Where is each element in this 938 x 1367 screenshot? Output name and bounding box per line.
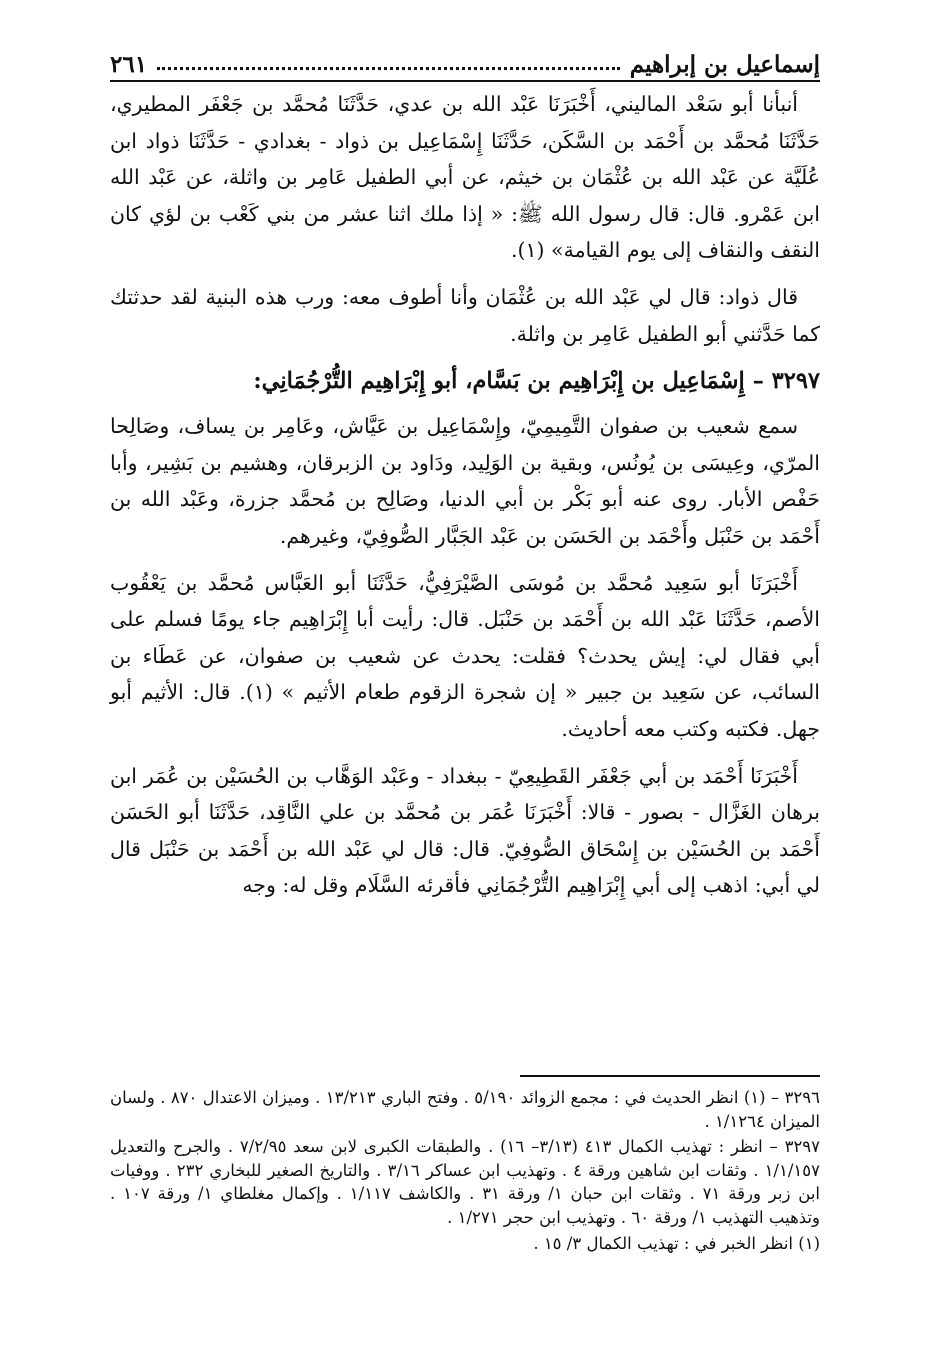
paragraph-teachers-students: سمع شعيب بن صفوان التَّمِيمِيّ، وإِسْمَاعِيل بن عَيَّاش، وعَامِر بن يساف، وصَالِحا المرّي، وعِيسَى بن يُونُس، وبقية بن الوَلِيد، ودَاود بن الزبرقان، وهشيم بن بَشِير، وأبا حَفْص الأبار. روى عنه أبو بَكْر بن أبي الدنيا، وصَالِح بن مُحمَّد جزرة، وعَبْد الله بن أَحْمَد بن حَنْبَل وأَحْمَد بن الحَسَن بن عَبْد الجَبَّار الصُّوفِيّ، وغيرهم. [110,414,820,548]
footnote-1: (١) انظر الخبر في : تهذيب الكمال ٣/ ١٥ . [533,1233,820,1253]
entry-heading: ٣٢٩٧ – إِسْمَاعِيل بن إِبْرَاهِيم بن بَسَّام، أبو إِبْرَاهِيم التُّرْجُمَانِي: [253,368,820,395]
footnotes [110,1086,820,1257]
footnote-3297: ٣٢٩٧ – انظر : تهذيب الكمال ٤١٣ (٣/١٣– ١٦) . والطبقات الكبرى لابن سعد ٧/٢/٩٥ . والجرح والتعديل ١/١/١٥٧ . وثقات ابن شاهين ورقة ٤ . وتهذيب ابن عساكر ٣/١٦ . والتاريخ الصغير للبخاري ٢٣٢ . ووفيات ابن زبر ورقة ٧١ . وثقات ابن حبان ١/ ورقة ٣١ . والكاشف ١/١١٧ . وإكمال مغلطاي ١/ ورقة ١٠٧ . وتذهيب التهذيب ١/ ورقة ٦٠ . وتهذيب ابن حجر ١/٢٧١ . [110,1137,821,1227]
header-dot-leader [157,67,620,70]
header-title: إسماعيل بن إبراهيم [629,51,820,78]
footnote-separator [520,1075,820,1077]
footnote-3296: ٣٢٩٦ – (١) انظر الحديث في : مجمع الزوائد ٥/١٩٠ . وفتح الباري ١٣/٢١٣ . وميزان الاعتدال ٨٧٠ . ولسان الميزان ١/١٢٦٤ . [110,1088,820,1131]
paragraph-isnad-3: أَخْبَرَنَا أَحْمَد بن أبي جَعْفَر القَطِيعِيّ - ببغداد - وعَبْد الوَهَّاب بن الحُسَيْن بن عُمَر ابن برهان الغَزَّال - بصور - قالا: أَخْبَرَنَا عُمَر بن مُحمَّد بن علي النَّاقِد، حَدَّثَنَا أبو الحَسَن أَحْمَد بن الحُسَيْن بن إِسْحَاق الصُّوفِيّ. قال: قال لي عَبْد الله بن أَحْمَد بن حَنْبَل قال لي أبي: اذهب إلى أبي إِبْرَاهِيم التُّرْجُمَانِي فأقرئه السَّلَام وقل له: وجه [110,763,820,898]
running-header [110,38,820,82]
page-number: ٢٦١ [110,51,148,78]
paragraph-isnad-1: أنبأنا أبو سَعْد الماليني، أَخْبَرَنَا عَبْد الله بن عدي، حَدَّثَنَا مُحمَّد بن جَعْفَر المطيري، حَدَّثَنَا مُحمَّد بن أَحْمَد بن السَّكَن، حَدَّثَنَا إِسْمَاعِيل بن ذواد - بغدادي - حَدَّثَنَا ذواد ابن عُلَيَّة عن عَبْد الله بن عُثْمَان بن خيثم، عن أبي الطفيل عَامِر بن واثلة، عن عَبْد الله ابن عَمْرو. قال: قال رسول الله ﷺ: « إذا ملك اثنا عشر من بني كَعْب بن لؤي كان النقف والنقاف إلى يوم القيامة» (١). [110,92,820,263]
paragraph-isnad-2: أَخْبَرَنَا أبو سَعِيد مُحمَّد بن مُوسَى الصَّيْرَفِيُّ، حَدَّثَنَا أبو العَبَّاس مُحمَّد بن يَعْقُوب الأصم، حَدَّثَنَا عَبْد الله بن أَحْمَد بن حَنْبَل. قال: رأيت أبا إِبْرَاهِيم جاء يومًا فسلم على أبي فقال لي: إيش يحدث؟ فقلت: يحدث عن شعيب بن صفوان، عن عَطَاء بن السائب، عن سَعِيد بن جبير « إن شجرة الزقوم طعام الأثيم » (١). قال: الأثيم أبو جهل. فكتبه وكتب معه أحاديث. [110,570,820,741]
paragraph-dhuwad: قال ذواد: قال لي عَبْد الله بن عُثْمَان وأنا أطوف معه: ورب هذه البنية لقد حدثتك كما حَدَّثني أبو الطفيل عَامِر بن واثلة. [110,284,820,346]
main-text [110,86,820,914]
